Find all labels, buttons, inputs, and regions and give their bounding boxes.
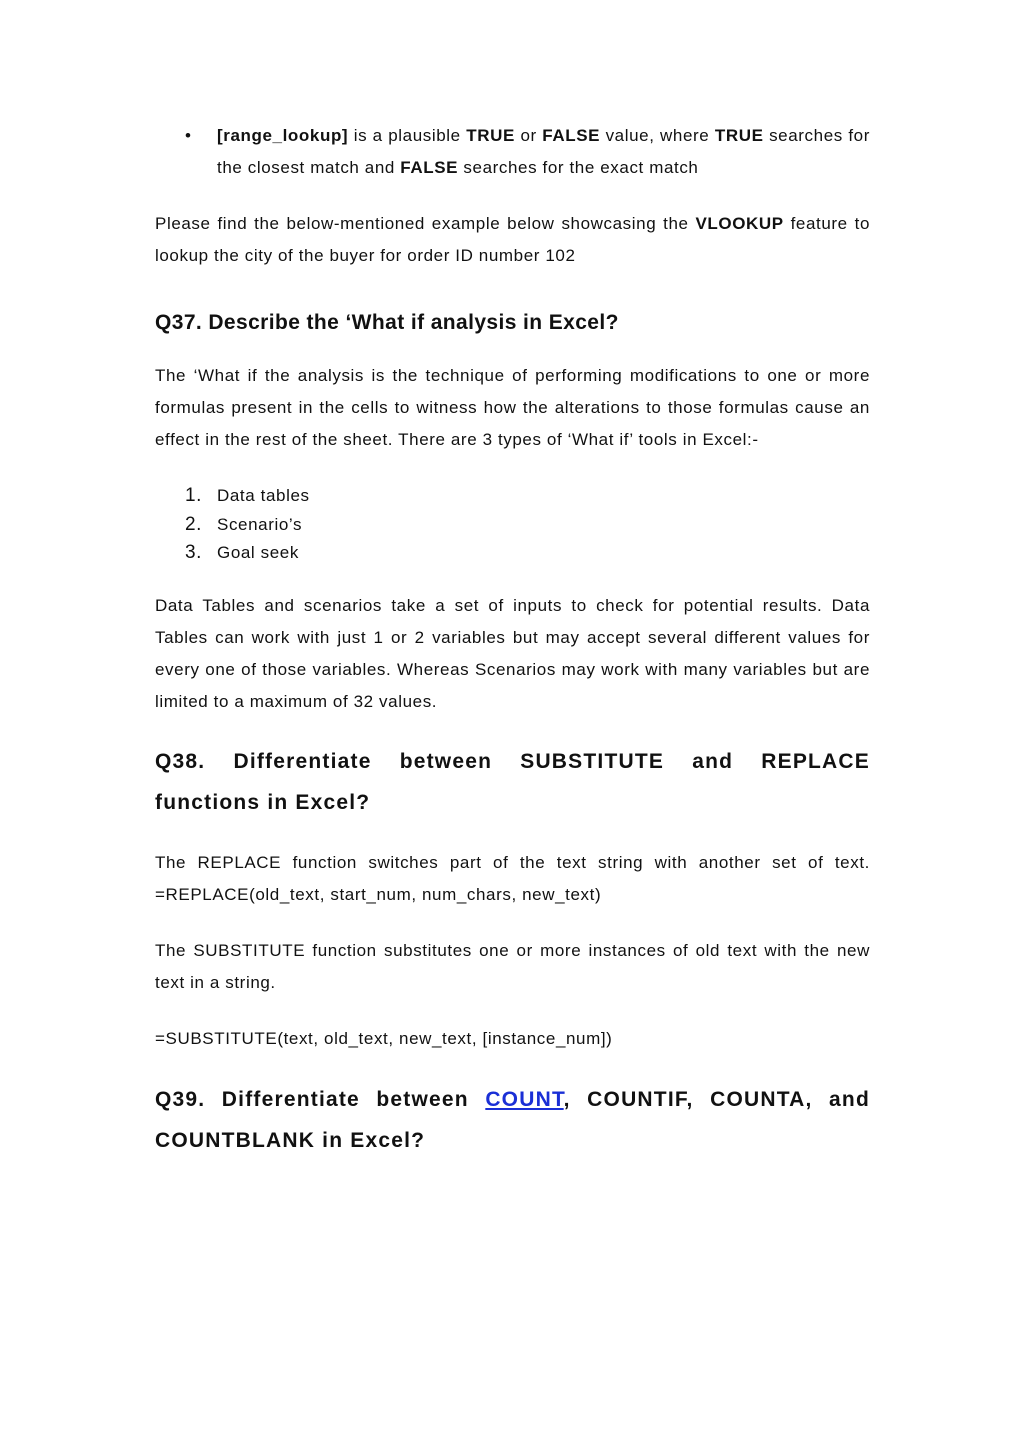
count-link[interactable]: COUNT	[485, 1087, 564, 1111]
list-item	[155, 482, 870, 511]
heading-text: Q39. Differentiate between	[155, 1087, 486, 1111]
bullet-dot-icon: •	[185, 126, 192, 145]
true-keyword: TRUE	[466, 126, 515, 145]
q39-heading	[155, 1079, 870, 1161]
q37-paragraph: The ‘What if the analysis is the technique of performing modifications to one or more formulas present in the cells to witness how the alterations to those formulas cause an effect in the rest of the sheet. There are 3 types of ‘What if’ tools in Excel:-	[155, 366, 870, 449]
list-item	[155, 539, 870, 568]
substitute-syntax: =SUBSTITUTE(text, old_text, new_text, [instance_num])	[155, 1028, 613, 1048]
bullet-list	[155, 120, 870, 184]
q38-heading: Q38. Differentiate between SUBSTITUTE and REPLACE functions in Excel?	[155, 749, 870, 814]
bullet-text: searches for the exact match	[458, 158, 699, 177]
list-label: Goal seek	[217, 543, 299, 562]
substitute-paragraph: The SUBSTITUTE function substitutes one or more instances of old text with the new text in a string.	[155, 940, 870, 992]
list-number: 1.	[185, 485, 203, 506]
true-keyword: TRUE	[714, 126, 764, 145]
bullet-text: searches for the closest match and	[217, 126, 870, 177]
vlookup-keyword: VLOOKUP	[695, 214, 784, 233]
q37-heading: Q37. Describe the ‘What if analysis in Excel?	[155, 311, 619, 334]
list-number: 2.	[185, 513, 203, 535]
page-content	[155, 120, 870, 1161]
bullet-item-range-lookup	[155, 120, 870, 184]
what-if-tools-list	[155, 482, 870, 568]
vlookup-paragraph	[155, 208, 870, 272]
heading-text: , COUNTIF, COUNTA, and COUNTBLANK in Excel?	[155, 1087, 870, 1152]
list-label: Data tables	[217, 486, 310, 505]
bullet-text: or	[514, 126, 543, 145]
paragraph-text: feature to lookup the city of the buyer for order ID number 102	[155, 214, 870, 265]
bullet-text: is a plausible	[348, 126, 467, 145]
replace-paragraph: The REPLACE function switches part of the text string with another set of text. =REPLACE(old_text, start_num, num_chars, new_text)	[155, 852, 870, 904]
range-lookup-term: [range_lookup]	[217, 126, 349, 145]
paragraph-text: Please find the below-mentioned example below showcasing the	[155, 214, 696, 233]
bullet-text: value, where	[600, 126, 715, 145]
false-keyword: FALSE	[400, 158, 459, 177]
list-number: 3.	[185, 542, 203, 563]
false-keyword: FALSE	[542, 126, 601, 145]
data-tables-paragraph: Data Tables and scenarios take a set of inputs to check for potential results. Data Tables can work with just 1 or 2 variables but may accept several different values for every one of those variables. Whereas Scenarios may work with many variables but are limited to a maximum of 32 values.	[155, 595, 870, 711]
list-item	[155, 511, 870, 540]
list-label: Scenario’s	[217, 514, 303, 534]
